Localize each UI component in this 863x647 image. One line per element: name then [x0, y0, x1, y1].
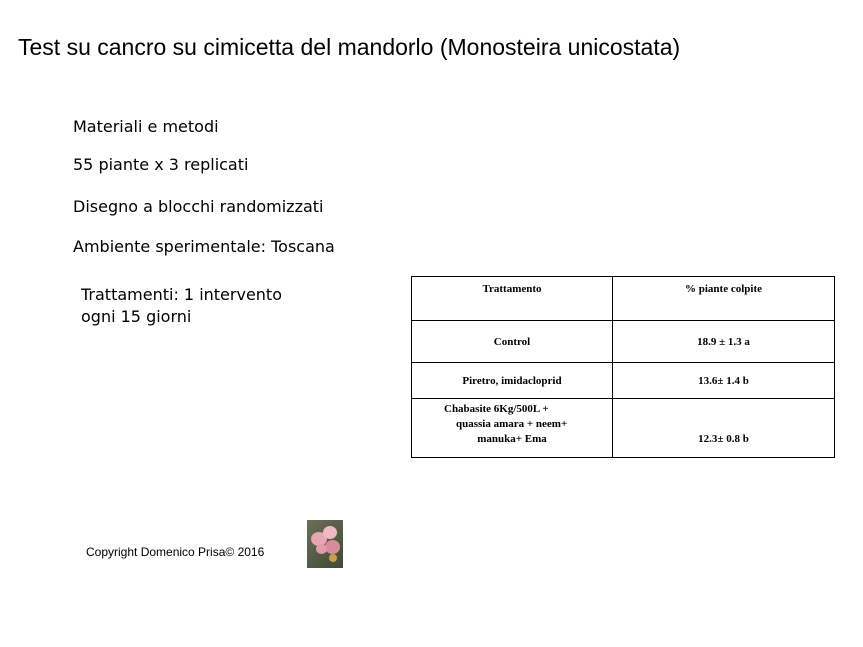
- header-treatment: Trattamento: [412, 277, 613, 321]
- row-treatment: [412, 399, 613, 458]
- method-design: Disegno a blocchi randomizzati: [73, 197, 324, 216]
- table-row: [412, 399, 835, 458]
- treatments-line-1: Trattamenti: 1 intervento: [81, 285, 282, 304]
- row-treatment: Control: [412, 321, 613, 363]
- row-value: 18.9 ± 1.3 a: [613, 321, 835, 363]
- treatment-line-3: manuka+ Ema: [477, 433, 547, 445]
- row-treatment: Piretro, imidacloprid: [412, 363, 613, 399]
- treatments-line-2: ogni 15 giorni: [81, 307, 192, 326]
- method-environment: Ambiente sperimentale: Toscana: [73, 237, 335, 256]
- method-plants: 55 piante x 3 replicati: [73, 155, 249, 174]
- methods-heading: Materiali e metodi: [73, 117, 219, 136]
- treatment-line-2: quassia amara + neem+: [456, 418, 568, 430]
- row-value: 12.3± 0.8 b: [613, 399, 835, 458]
- table-row: [412, 321, 835, 363]
- results-table: [411, 276, 835, 458]
- pink-flower-photo-icon: [307, 520, 343, 568]
- page-title: Test su cancro su cimicetta del mandorlo (Monosteira unicostata): [18, 34, 681, 60]
- table-header-row: [412, 277, 835, 321]
- treatments-text: [81, 284, 341, 328]
- row-value: 13.6± 1.4 b: [613, 363, 835, 399]
- table-row: [412, 363, 835, 399]
- header-percentage: % piante colpite: [613, 277, 835, 321]
- copyright-text: Copyright Domenico Prisa© 2016: [86, 545, 265, 559]
- treatment-line-1: Chabasite 6Kg/500L +: [444, 403, 549, 415]
